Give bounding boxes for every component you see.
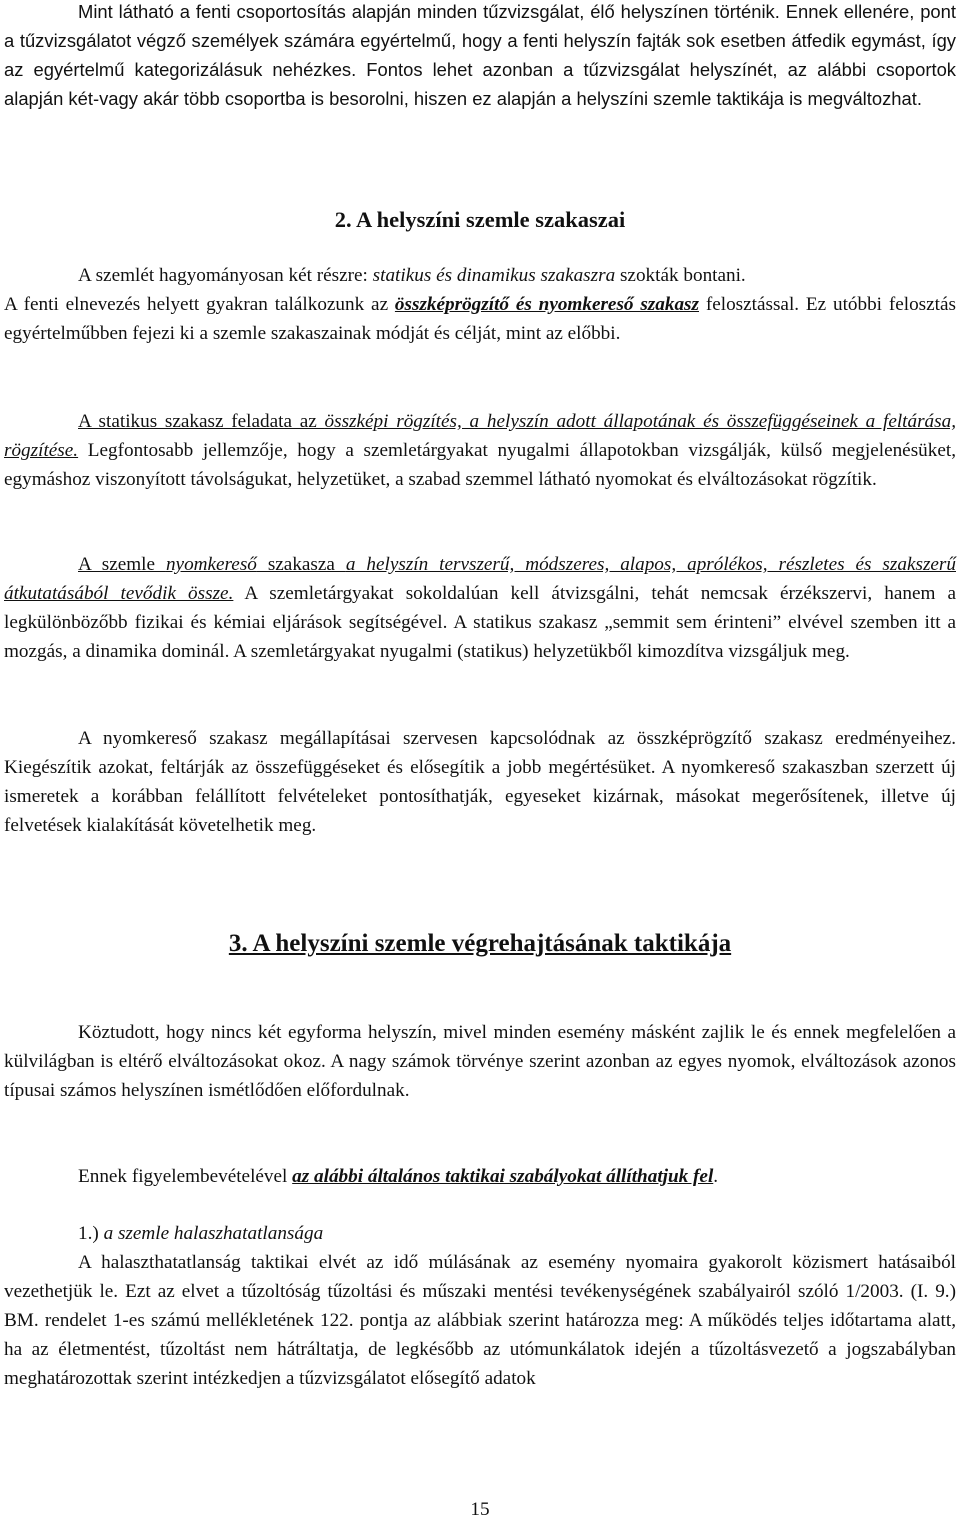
rule-1-number: 1.) xyxy=(78,1223,99,1244)
rule-1-name: a szemle halaszhatatlansága xyxy=(103,1223,324,1244)
rule-1-text: A halaszthatatlanság taktikai elvét az idő múlásának az esemény nyomaira gyakorolt közismert hatásaiból vezethetjük le. Ezt az elvet a tűzoltóság tűzoltási és műszaki mentési tevékenységének szabályairól szóló 1/2003. (I. 9.) BM. rendelet 1-es számú mellékletének 122. pontja az alábbiak szerint határozza meg: A működés teljes időtartama alatt, ha az életmentést, tűzoltást nem hátráltatja, de legkésőbb az utómunkálatok idején a tűzoltásvezető a jogszabályban meghatározottak szerint intézkedjen a tűzvizsgálatot elősegítő adatok xyxy=(4,1252,956,1389)
section-2-paragraph-2: A fenti elnevezés helyett gyakran találkozunk az összképrögzítő és nyomkereső szakasz felosztással. Ez utóbbi felosztás egyértelműbben fejezi ki a szemle szakaszainak módját és célját, mint az előbbi. xyxy=(4,294,956,344)
section-3-paragraph-1: Köztudott, hogy nincs két egyforma helyszín, mivel minden esemény másként zajlik le és ennek megfelelően a külvilágban is eltérő elváltozásokat okoz. A nagy számok törvénye szerint azonban az egyes nyomok, elváltozások azonos típusai számos helyszínen ismétlődően előfordulnak. xyxy=(4,1022,956,1101)
taktikai-szabalyok-term: az alábbi általános taktikai szabályokat állíthatjuk fel xyxy=(292,1166,714,1187)
section-2-paragraph-5: A nyomkereső szakasz megállapításai szervesen kapcsolódnak az összképrögzítő szakasz eredményeihez. Kiegészítik azokat, feltárják az összefüggéseket és elősegítik a jobb megértésüket. A nyomkereső szakaszban szerzett új ismeretek a korábban felállított felvételeket pontosíthatják, egyeseket kizárnak, másokat megerősítenek, illetve új felvetések kialakítását követelhetik meg. xyxy=(4,728,956,836)
rule-1-title xyxy=(4,1219,956,1248)
section-3-paragraph-2: Ennek figyelembevételével az alábbi általános taktikai szabályokat állíthatjuk fel. xyxy=(78,1166,719,1187)
top-paragraph-rest: Ennek ellenére, pont a tűzvizsgálatot végző személyek számára egyértelmű, hogy a fenti helyszín fajták sok esetben átfedik egymást, így az egyértelmű kategorizálásuk nehézkes. Fontos lehet azonban a tűzvizsgálat helyszínét, az alábbi csoportok alapján két-vagy akár több csoportba is besorolni, hiszen ez alapján a helyszíni szemle taktikája is megváltozhat. xyxy=(4,1,956,109)
top-paragraph-sentence-1: Mint látható a fenti csoportosítás alapján minden tűzvizsgálat, élő helyszínen történik. xyxy=(78,1,780,22)
section-2-paragraph-1: A szemlét hagyományosan két részre: statikus és dinamikus szakaszra szokták bontani. xyxy=(78,265,746,286)
osszkeprogzito-nyomkereso-term: összképrögzítő és nyomkereső szakasz xyxy=(394,294,699,315)
page-number: 15 xyxy=(470,1499,490,1520)
statikus-dinamikus-term: statikus és dinamikus szakaszra xyxy=(372,265,616,286)
section-2-paragraph-3: A statikus szakasz feladata az összképi rögzítés, a helyszín adott állapotának és összefüggéseinek a feltárása, rögzítése. Legfontosabb jellemzője, hogy a szemletárgyakat nyugalmi állapotokban vizsgálják, külső megjelenésüket, egymáshoz viszonyított távolságukat, helyzetüket, a szabad szemmel látható nyomokat és elváltozásokat rögzítik. xyxy=(4,411,957,490)
section-3-heading: 3. A helyszíni szemle végrehajtásának taktikája xyxy=(228,930,732,957)
nyomkereso-definition: a helyszín tervszerű, módszeres, alapos, aprólékos, részletes és szakszerű átkutatásából tevődik össze. xyxy=(4,554,956,604)
section-2-paragraph-4: A szemle nyomkereső szakasza a helyszín tervszerű, módszeres, alapos, aprólékos, részletes és szakszerű átkutatásából tevődik össze. A szemletárgyakat sokoldalúan kell átvizsgálni, tehát nemcsak érzékszervi, hanem a legkülönbözőbb fizikai és kémiai eljárások segítségével. A statikus szakasz „semmit sem érinteni” elvével szemben itt a mozgás, a dinamika dominál. A szemletárgyakat nyugalmi (statikus) helyzetükből kimozdítva vizsgáljuk meg. xyxy=(4,554,957,662)
top-paragraph xyxy=(4,0,956,113)
section-2-heading: 2. A helyszíni szemle szakaszai xyxy=(334,207,626,232)
statikus-definition: összképi rögzítés, a helyszín adott állapotának és összefüggéseinek a feltárása, rögzítése. xyxy=(4,411,957,461)
